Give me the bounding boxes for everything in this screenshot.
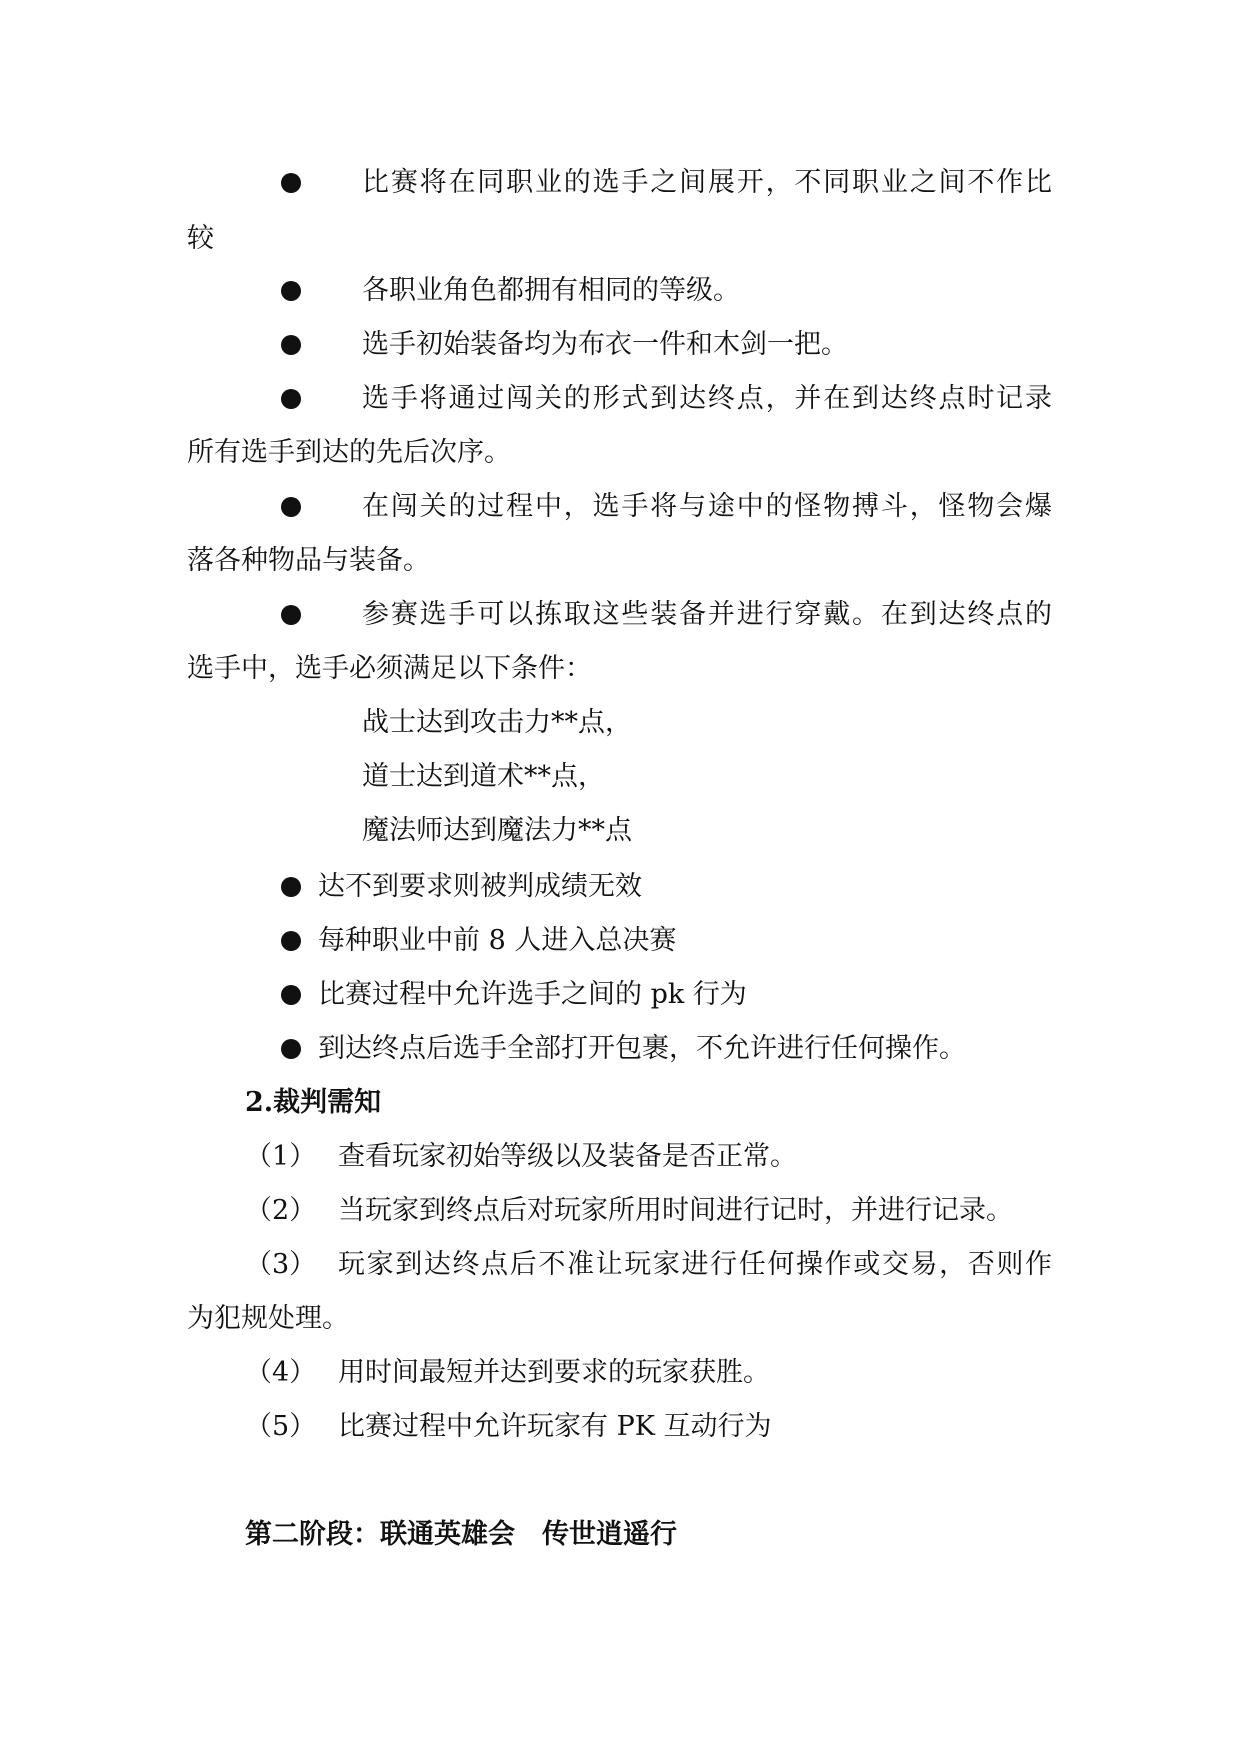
rule-9: 比赛过程中允许选手之间的 pk 行为: [318, 979, 747, 1010]
referee-item-2-number: （2）: [245, 1195, 317, 1226]
condition-mage: 魔法师达到魔法力**点: [362, 815, 632, 846]
referee-item-4-text: 用时间最短并达到要求的玩家获胜。: [338, 1357, 770, 1388]
referee-item-3-text: 玩家到达终点后不准让玩家进行任何操作或交易，否则作: [338, 1249, 1052, 1280]
bullet-icon: [281, 389, 301, 409]
referee-item-1-text: 查看玩家初始等级以及装备是否正常。: [338, 1141, 797, 1172]
referee-heading: 2.裁判需知: [245, 1087, 382, 1118]
rule-1-line-1: 比赛将在同职业的选手之间展开，不同职业之间不作比: [362, 167, 1052, 198]
rule-10: 到达终点后选手全部打开包裹，不允许进行任何操作。: [318, 1033, 966, 1064]
bullet-icon: [281, 1039, 301, 1059]
condition-taoist: 道士达到道术**点，: [362, 761, 605, 792]
rule-1-line-2: 较: [187, 223, 214, 254]
rule-7: 达不到要求则被判成绩无效: [318, 871, 642, 902]
rule-8: 每种职业中前 8 人进入总决赛: [318, 925, 677, 956]
rule-4-line-1: 选手将通过闯关的形式到达终点，并在到达终点时记录: [362, 383, 1052, 414]
referee-item-4-number: （4）: [245, 1357, 317, 1388]
bullet-icon: [281, 605, 301, 625]
bullet-icon: [281, 985, 301, 1005]
bullet-icon: [281, 281, 301, 301]
rule-5-line-2: 落各种物品与装备。: [187, 545, 430, 576]
bullet-icon: [281, 877, 301, 897]
referee-item-3-number: （3）: [245, 1249, 317, 1280]
referee-item-2-text: 当玩家到终点后对玩家所用时间进行记时，并进行记录。: [338, 1195, 1013, 1226]
referee-item-5-number: （5）: [245, 1411, 317, 1442]
rule-3: 选手初始装备均为布衣一件和木剑一把。: [362, 329, 848, 360]
bullet-icon: [281, 335, 301, 355]
rule-4-line-2: 所有选手到达的先后次序。: [187, 437, 511, 468]
rule-5-line-1: 在闯关的过程中，选手将与途中的怪物搏斗，怪物会爆: [362, 491, 1052, 522]
rule-6-line-2: 选手中，选手必须满足以下条件：: [187, 653, 592, 684]
stage-2-heading: 第二阶段：联通英雄会 传世逍遥行: [245, 1519, 677, 1550]
rule-2: 各职业角色都拥有相同的等级。: [362, 275, 740, 306]
rule-6-line-1: 参赛选手可以拣取这些装备并进行穿戴。在到达终点的: [362, 599, 1052, 630]
bullet-icon: [281, 173, 301, 193]
referee-item-3-continuation: 为犯规处理。: [187, 1303, 349, 1334]
condition-warrior: 战士达到攻击力**点，: [362, 707, 632, 738]
referee-item-5-text: 比赛过程中允许玩家有 PK 互动行为: [338, 1411, 772, 1442]
referee-item-1-number: （1）: [245, 1141, 317, 1172]
bullet-icon: [281, 931, 301, 951]
bullet-icon: [281, 497, 301, 517]
